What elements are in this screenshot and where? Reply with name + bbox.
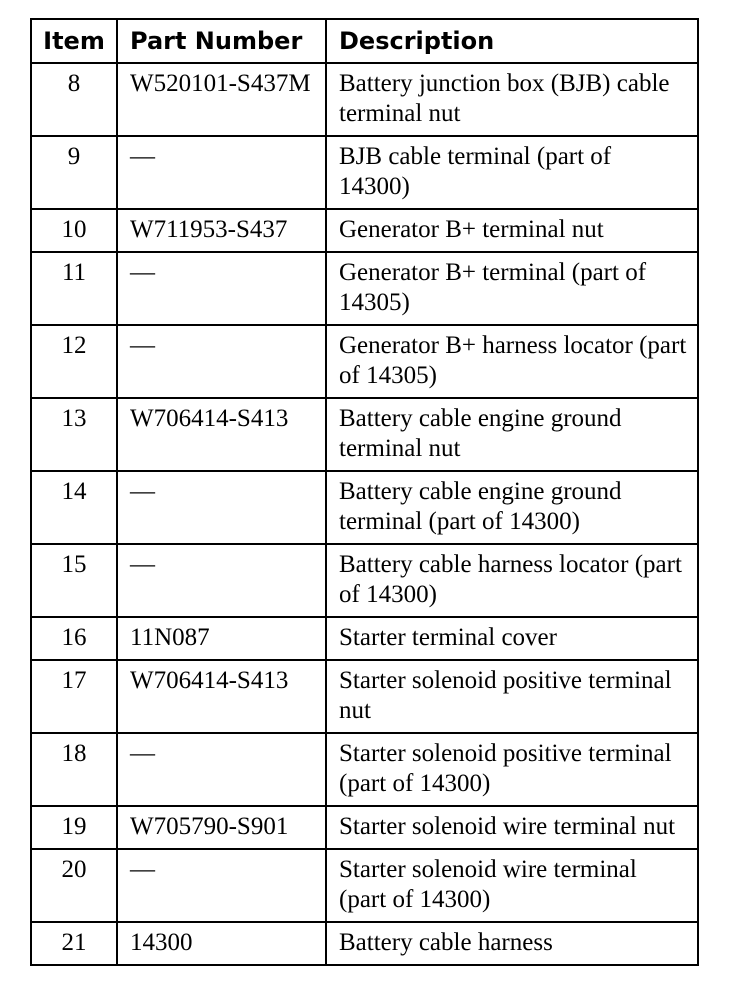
table-row bbox=[31, 617, 698, 660]
part-number: — bbox=[117, 544, 326, 617]
part-number: W706414-S413 bbox=[117, 398, 326, 471]
part-number: — bbox=[117, 136, 326, 209]
description: Battery cable engine ground terminal (part of 14300) bbox=[326, 471, 698, 544]
item-number: 20 bbox=[31, 849, 117, 922]
item-number: 10 bbox=[31, 209, 117, 252]
table-row bbox=[31, 471, 698, 544]
item-number: 19 bbox=[31, 806, 117, 849]
header-description: Description bbox=[326, 19, 698, 63]
part-number: W706414-S413 bbox=[117, 660, 326, 733]
header-part-number: Part Number bbox=[117, 19, 326, 63]
item-number: 11 bbox=[31, 252, 117, 325]
description: BJB cable terminal (part of 14300) bbox=[326, 136, 698, 209]
header-item: Item bbox=[31, 19, 117, 63]
item-number: 17 bbox=[31, 660, 117, 733]
item-number: 14 bbox=[31, 471, 117, 544]
table-row bbox=[31, 325, 698, 398]
part-number: 11N087 bbox=[117, 617, 326, 660]
part-number: — bbox=[117, 733, 326, 806]
description: Starter solenoid positive terminal nut bbox=[326, 660, 698, 733]
item-number: 8 bbox=[31, 63, 117, 136]
description: Battery junction box (BJB) cable terminal nut bbox=[326, 63, 698, 136]
description: Battery cable engine ground terminal nut bbox=[326, 398, 698, 471]
table-row bbox=[31, 922, 698, 965]
table-row bbox=[31, 806, 698, 849]
parts-table bbox=[30, 18, 699, 966]
table-row bbox=[31, 544, 698, 617]
table-row bbox=[31, 63, 698, 136]
description: Starter terminal cover bbox=[326, 617, 698, 660]
part-number: — bbox=[117, 471, 326, 544]
description: Generator B+ terminal (part of 14305) bbox=[326, 252, 698, 325]
table-row bbox=[31, 849, 698, 922]
item-number: 15 bbox=[31, 544, 117, 617]
description: Starter solenoid wire terminal nut bbox=[326, 806, 698, 849]
header-row bbox=[31, 19, 698, 63]
item-number: 9 bbox=[31, 136, 117, 209]
description: Battery cable harness locator (part of 14300) bbox=[326, 544, 698, 617]
item-number: 12 bbox=[31, 325, 117, 398]
table-row bbox=[31, 252, 698, 325]
part-number: W705790-S901 bbox=[117, 806, 326, 849]
description: Battery cable harness bbox=[326, 922, 698, 965]
part-number: W520101-S437M bbox=[117, 63, 326, 136]
part-number: — bbox=[117, 849, 326, 922]
table-row bbox=[31, 136, 698, 209]
part-number: — bbox=[117, 325, 326, 398]
table-row bbox=[31, 660, 698, 733]
item-number: 16 bbox=[31, 617, 117, 660]
description: Starter solenoid positive terminal (part of 14300) bbox=[326, 733, 698, 806]
table-body bbox=[31, 63, 698, 965]
table-row bbox=[31, 733, 698, 806]
description: Starter solenoid wire terminal (part of 14300) bbox=[326, 849, 698, 922]
item-number: 21 bbox=[31, 922, 117, 965]
part-number: 14300 bbox=[117, 922, 326, 965]
part-number: W711953-S437 bbox=[117, 209, 326, 252]
item-number: 18 bbox=[31, 733, 117, 806]
description: Generator B+ harness locator (part of 14305) bbox=[326, 325, 698, 398]
description: Generator B+ terminal nut bbox=[326, 209, 698, 252]
table-row bbox=[31, 209, 698, 252]
table-row bbox=[31, 398, 698, 471]
part-number: — bbox=[117, 252, 326, 325]
item-number: 13 bbox=[31, 398, 117, 471]
